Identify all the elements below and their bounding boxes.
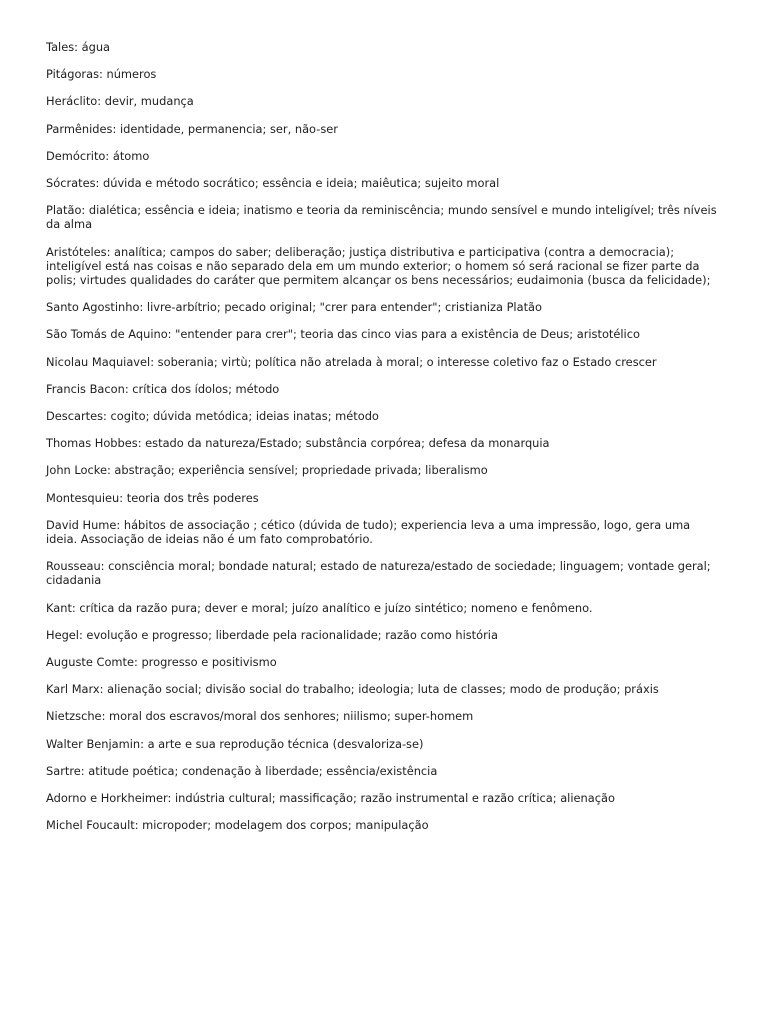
document-page (46, 40, 718, 846)
entry-heraclito: Heráclito: devir, mudança (46, 94, 194, 109)
entry-sartre: Sartre: atitude poética; condenação à liberdade; essência/existência (46, 763, 438, 778)
entry-tales: Tales: água (46, 40, 111, 54)
entry-marx: Karl Marx: alienação social; divisão social do trabalho; ideologia; luta de classes; modo de produção; práxis (46, 682, 659, 697)
entry-comte: Auguste Comte: progresso e positivismo (46, 655, 277, 670)
entry-locke: John Locke: abstração; experiência sensível; propriedade privada; liberalismo (46, 463, 488, 478)
entry-aristoteles: Aristóteles: analítica; campos do saber; deliberação; justiça distributiva e participativa (contra a democracia); inteligível está nas coisas e não separado dela em um mundo exterior; o homem só será racional se fizer parte da polis; virtudes qualidades do caráter que permitem alcançar os bens necessários; eudaimonia (busca da felicidade); (46, 244, 711, 288)
entry-benjamin: Walter Benjamin: a arte e sua reprodução técnica (desvaloriza-se) (46, 736, 424, 751)
entry-montesquieu: Montesquieu: teoria dos três poderes (46, 490, 259, 505)
entry-hobbes: Thomas Hobbes: estado da natureza/Estado; substância corpórea; defesa da monarquia (46, 436, 550, 451)
entry-descartes: Descartes: cogito; dúvida metódica; ideias inatas; método (46, 409, 379, 424)
entry-socrates: Sócrates: dúvida e método socrático; essência e ideia; maiêutica; sujeito moral (46, 176, 500, 191)
entry-democrito: Demócrito: átomo (46, 148, 150, 163)
entry-kant: Kant: crítica da razão pura; dever e moral; juízo analítico e juízo sintético; nomeno e fenômeno. (46, 600, 593, 615)
entry-foucault: Michel Foucault: micropoder; modelagem dos corpos; manipulação (46, 818, 429, 833)
entry-nietzsche: Nietzsche: moral dos escravos/moral dos senhores; niilismo; super-homem (46, 709, 474, 724)
entry-rousseau: Rousseau: consciência moral; bondade natural; estado de natureza/estado de sociedade; linguagem; vontade geral; cidadania (46, 559, 711, 588)
entry-hegel: Hegel: evolução e progresso; liberdade pela racionalidade; razão como história (46, 627, 498, 642)
entry-adorno-horkheimer: Adorno e Horkheimer: indústria cultural; massificação; razão instrumental e razão crítica; alienação (46, 791, 615, 806)
entry-maquiavel: Nicolau Maquiavel: soberania; virtù; política não atrelada à moral; o interesse coletivo faz o Estado crescer (46, 354, 657, 369)
entry-sao-tomas: São Tomás de Aquino: "entender para crer"; teoria das cinco vias para a existência de Deus; aristotélico (46, 327, 640, 342)
entry-pitagoras: Pitágoras: números (46, 67, 157, 82)
entry-santo-agostinho: Santo Agostinho: livre-arbítrio; pecado original; "crer para entender"; cristianiza Platão (46, 300, 542, 315)
entry-francis-bacon: Francis Bacon: crítica dos ídolos; método (46, 381, 280, 396)
entry-platao: Platão: dialética; essência e ideia; inatismo e teoria da reminiscência; mundo sensível e mundo inteligível; três níveis da alma (46, 203, 717, 232)
entry-hume: David Hume: hábitos de associação ; cético (dúvida de tudo); experiencia leva a uma impressão, logo, gera uma ideia. Associação de ideias não é um fato comprobatório. (46, 517, 691, 547)
entry-parmenides: Parmênides: identidade, permanencia; ser, não-ser (46, 121, 338, 136)
